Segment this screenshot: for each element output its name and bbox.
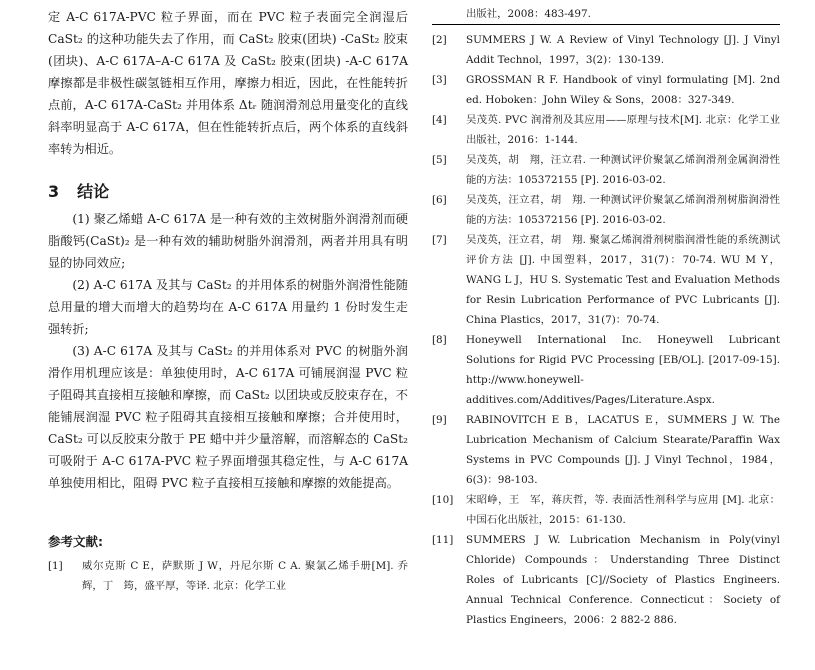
reference-text: RABINOVITCH E B，LACATUS E，SUMMERS J W. The Lubrication Mechanism of Calcium Stearate/Paraffin Wax Systems in PVC Compounds [J]. J Vinyl Technol，1984，6(3)：98-103.	[466, 414, 780, 486]
reference-text: 出版社，2008：483-497.	[466, 8, 591, 20]
reference-text: GROSSMAN R F. Handbook of vinyl formulating [M]. 2nd ed. Hoboken：John Wiley & Sons，2008：327-349.	[466, 74, 780, 106]
reference-number: [11]	[432, 534, 454, 546]
header-rule	[432, 24, 780, 25]
left-column	[48, 0, 419, 596]
reference-item	[432, 30, 780, 70]
reference-item	[432, 410, 780, 490]
reference-number: [1]	[48, 560, 63, 572]
reference-number: [8]	[432, 334, 447, 346]
section-title: 结论	[77, 182, 110, 201]
reference-item	[432, 230, 780, 330]
reference-item	[432, 70, 780, 110]
reference-item	[432, 190, 780, 230]
reference-item	[432, 490, 780, 530]
conclusion-3: (3) A-C 617A 及其与 CaSt₂ 的并用体系对 PVC 的树脂外润滑作用机理应该是：单独使用时，A-C 617A 可铺展润湿 PVC 粒子阻碍其直接相互接触和摩擦，而 CaSt₂ 以团块或反胶束存在，不能铺展润湿 PVC 粒子阻碍其直接相互接触和摩擦；合并使用时，CaSt₂ 可以反胶束分散于 PE 蜡中并少量溶解，而溶解态的 CaSt₂ 可吸附于 A-C 617A-PVC 粒子界面增强其稳定性，与 A-C 617A 单独使用相比，阻碍 PVC 粒子直接相互接触和摩擦的效能提高。	[48, 344, 408, 490]
reference-number: [2]	[432, 34, 447, 46]
reference-item	[432, 4, 780, 24]
reference-item	[432, 150, 780, 190]
section-number: 3	[48, 182, 60, 201]
reference-text: SUMMERS J W. A Review of Vinyl Technology [J]. J Vinyl Addit Technol，1997，3(2)：130-139.	[466, 34, 780, 66]
reference-text: 宋昭峥，王 军，蒋庆哲，等. 表面活性剂科学与应用 [M]. 北京：中国石化出版社，2015：61-130.	[466, 494, 780, 526]
reference-number: [6]	[432, 194, 447, 206]
reference-number: [3]	[432, 74, 447, 86]
references-title: 参考文献:	[48, 534, 103, 549]
reference-text: SUMMERS J W. Lubrication Mechanism in Poly(vinyl Chloride) Compounds：Understanding Three Distinct Roles of Lubricants [C]//Society of Plastics Engineers. Annual Technical Conference. Connecticut：Society of Plastics Engineers，2006：2 882-2 886.	[466, 534, 780, 626]
reference-item	[432, 330, 780, 410]
reference-item	[432, 110, 780, 150]
reference-number	[432, 4, 466, 24]
reference-number: [9]	[432, 414, 447, 426]
reference-number: [5]	[432, 154, 447, 166]
reference-number: [7]	[432, 234, 447, 246]
reference-text: Honeywell International Inc. Honeywell Lubricant Solutions for Rigid PVC Processing [EB/OL]. [2017-09-15]. http://www.honeywell-additives.com/Additives/Pages/Literature.Aspx.	[466, 334, 780, 406]
reference-item	[48, 556, 419, 596]
conclusion-2: (2) A-C 617A 及其与 CaSt₂ 的并用体系的树脂外润滑性能随总用量的增大而增大的趋势均在 A-C 617A 用量约 1 份时发生走强转折;	[48, 278, 408, 336]
right-column	[432, 0, 780, 630]
reference-text: 吴茂英，汪立君，胡 翔. 聚氯乙烯润滑剂树脂润滑性能的系统测试评价方法 [J]. 中国塑料，2017，31(7)：70-74. WU M Y，WANG L J，HU S. Systematic Test and Evaluation Methods for Resin Lubrication Performance of PVC Lubricants [J]. China Plastics，2017，31(7)：70-74.	[466, 234, 780, 326]
reference-text: 吴茂英. PVC 润滑剂及其应用——原理与技术[M]. 北京：化学工业出版社，2016：1-144.	[466, 114, 780, 146]
reference-text: 吴茂英，胡 翔，汪立君. 一种测试评价聚氯乙烯润滑剂金属润滑性能的方法：105372155 [P]. 2016-03-02.	[466, 154, 780, 186]
reference-text: 吴茂英，汪立君，胡 翔. 一种测试评价聚氯乙烯润滑剂树脂润滑性能的方法：105372156 [P]. 2016-03-02.	[466, 194, 780, 226]
reference-number: [10]	[432, 494, 454, 506]
reference-text: 威尔克斯 C E，萨默斯 J W，丹尼尔斯 C A. 聚氯乙烯手册[M]. 乔 辉，丁 筠，盛平厚，等译. 北京：化学工业	[82, 560, 419, 592]
section-heading	[48, 180, 408, 204]
continuation-paragraph: 定 A-C 617A-PVC 粒子界面，而在 PVC 粒子表面完全润湿后 CaSt₂ 的这种功能失去了作用，而 CaSt₂ 胶束(团块) -CaSt₂ 胶束(团块)、A-C 617A–A-C 617A 及 CaSt₂ 胶束(团块) -A-C 617A 摩擦都是非极性碳氢链相互作用，摩擦力相近，因此，在性能转折点前，A-C 617A-CaSt₂ 并用体系 Δtᵣ 随润滑剂总用量变化的直线斜率明显高于 A-C 617A，但在性能转折点后，两个体系的直线斜率转为相近。	[48, 10, 408, 156]
reference-item	[432, 530, 780, 630]
conclusion-1: (1) 聚乙烯蜡 A-C 617A 是一种有效的主效树脂外润滑剂而硬脂酸钙(CaSt)₂ 是一种有效的辅助树脂外润滑剂，两者并用具有明显的协同效应;	[48, 212, 408, 270]
reference-number: [4]	[432, 114, 447, 126]
